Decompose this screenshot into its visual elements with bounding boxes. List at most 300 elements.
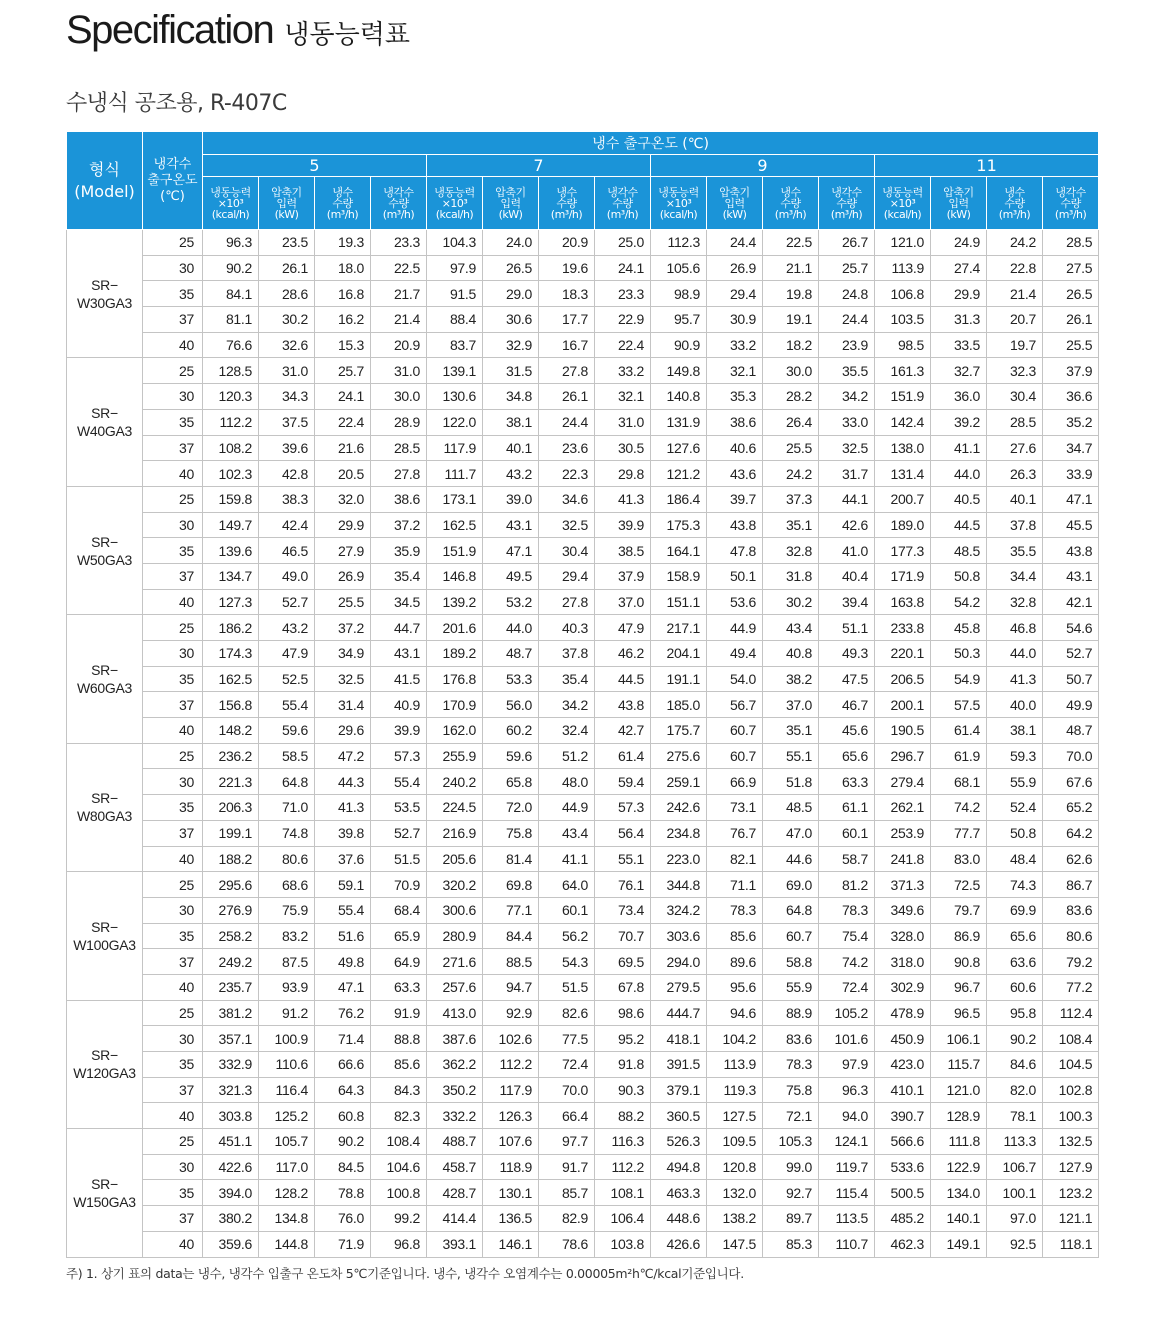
value-cell: 47.1 [483,538,539,564]
value-cell: 96.3 [819,1077,875,1103]
value-cell: 83.6 [1043,897,1099,923]
value-cell: 100.8 [371,1180,427,1206]
cooling-temp-cell: 30 [143,1154,203,1180]
model-name: W100GA3 [73,936,136,953]
value-cell: 451.1 [203,1129,259,1155]
value-cell: 24.0 [483,230,539,256]
value-cell: 71.4 [315,1026,371,1052]
cooling-temp-cell: 25 [143,1129,203,1155]
value-cell: 96.7 [931,974,987,1000]
value-cell: 47.9 [595,615,651,641]
value-cell: 25.5 [1043,332,1099,358]
value-cell: 132.0 [707,1180,763,1206]
value-cell: 68.6 [259,872,315,898]
value-cell: 83.2 [259,923,315,949]
value-cell: 25.0 [595,230,651,256]
value-cell: 46.2 [595,641,651,667]
header-sub-label: 수량 [780,196,801,210]
value-cell: 35.2 [1043,409,1099,435]
header-cooling-water-line2: 출구온도 [147,172,198,188]
model-name-cell [67,358,143,486]
model-name: W120GA3 [73,1065,136,1082]
value-cell: 128.2 [259,1180,315,1206]
value-cell: 45.6 [819,718,875,744]
value-cell: 27.8 [371,461,427,487]
value-cell: 22.5 [371,255,427,281]
value-cell: 69.9 [987,897,1043,923]
value-cell: 35.4 [539,666,595,692]
value-cell: 40.8 [763,641,819,667]
value-cell: 19.6 [539,255,595,281]
value-cell: 29.6 [315,718,371,744]
value-cell: 30.6 [483,307,539,333]
value-cell: 110.6 [259,1052,315,1078]
value-cell: 136.5 [483,1206,539,1232]
header-sub-label: 입력 [500,196,521,210]
value-cell: 37.0 [595,589,651,615]
value-cell: 147.5 [707,1231,763,1257]
value-cell: 31.0 [595,409,651,435]
value-cell: 84.6 [987,1052,1043,1078]
value-cell: 61.4 [595,743,651,769]
value-cell: 95.8 [987,1000,1043,1026]
table-header [67,132,1099,230]
value-cell: 28.5 [987,409,1043,435]
value-cell: 224.5 [427,795,483,821]
value-cell: 23.3 [371,230,427,256]
value-cell: 90.2 [315,1129,371,1155]
value-cell: 38.1 [483,409,539,435]
value-cell: 37.9 [595,563,651,589]
value-cell: 488.7 [427,1129,483,1155]
table-row [67,923,1099,949]
value-cell: 77.1 [483,897,539,923]
value-cell: 463.3 [651,1180,707,1206]
value-cell: 65.8 [483,769,539,795]
value-cell: 362.2 [427,1052,483,1078]
value-cell: 42.8 [259,461,315,487]
header-sub-label: (m³/h) [606,207,639,221]
value-cell: 45.5 [1043,512,1099,538]
value-cell: 16.7 [539,332,595,358]
value-cell: 134.8 [259,1206,315,1232]
value-cell: 74.2 [819,949,875,975]
value-cell: 79.2 [1043,949,1099,975]
value-cell: 241.8 [875,846,931,872]
header-sub-label: 압축기 [943,185,974,199]
value-cell: 33.5 [931,332,987,358]
value-cell: 40.9 [371,692,427,718]
header-sub-col [539,177,595,230]
value-cell: 390.7 [875,1103,931,1129]
value-cell: 257.6 [427,974,483,1000]
header-sub-label: 냉수 [780,185,801,199]
value-cell: 43.2 [483,461,539,487]
header-sub-col [763,177,819,230]
value-cell: 30.2 [763,589,819,615]
value-cell: 82.6 [539,1000,595,1026]
value-cell: 38.3 [259,486,315,512]
value-cell: 86.7 [1043,872,1099,898]
value-cell: 78.3 [819,897,875,923]
value-cell: 122.9 [931,1154,987,1180]
header-sub-label: (m³/h) [830,207,863,221]
value-cell: 418.1 [651,1026,707,1052]
value-cell: 43.4 [539,820,595,846]
value-cell: 126.3 [483,1103,539,1129]
value-cell: 119.7 [819,1154,875,1180]
value-cell: 74.3 [987,872,1043,898]
value-cell: 162.0 [427,718,483,744]
value-cell: 94.0 [819,1103,875,1129]
value-cell: 423.0 [875,1052,931,1078]
value-cell: 35.1 [763,512,819,538]
value-cell: 83.7 [427,332,483,358]
cooling-temp-cell: 37 [143,307,203,333]
value-cell: 279.4 [875,769,931,795]
value-cell: 37.6 [315,846,371,872]
value-cell: 78.6 [539,1231,595,1257]
value-cell: 32.8 [763,538,819,564]
value-cell: 128.5 [203,358,259,384]
value-cell: 99.0 [763,1154,819,1180]
table-row [67,332,1099,358]
value-cell: 104.5 [1043,1052,1099,1078]
value-cell: 98.5 [875,332,931,358]
cooling-temp-cell: 25 [143,1000,203,1026]
value-cell: 142.4 [875,409,931,435]
value-cell: 28.2 [763,384,819,410]
value-cell: 61.1 [819,795,875,821]
value-cell: 121.2 [651,461,707,487]
value-cell: 60.8 [315,1103,371,1129]
cooling-temp-cell: 37 [143,949,203,975]
value-cell: 500.5 [875,1180,931,1206]
value-cell: 34.6 [539,486,595,512]
model-name: SR− [91,662,118,679]
value-cell: 43.8 [707,512,763,538]
cooling-temp-cell: 37 [143,820,203,846]
header-sub-label: 입력 [276,196,297,210]
model-name-cell [67,743,143,871]
value-cell: 258.2 [203,923,259,949]
header-sub-label: (m³/h) [774,207,807,221]
value-cell: 24.4 [707,230,763,256]
cooling-temp-cell: 37 [143,563,203,589]
value-cell: 113.9 [707,1052,763,1078]
value-cell: 58.8 [763,949,819,975]
value-cell: 296.7 [875,743,931,769]
value-cell: 63.3 [371,974,427,1000]
header-sub-col [259,177,315,230]
value-cell: 35.5 [987,538,1043,564]
value-cell: 16.8 [315,281,371,307]
header-temp-11: 11 [875,155,1099,177]
value-cell: 38.6 [707,409,763,435]
value-cell: 72.0 [483,795,539,821]
value-cell: 51.5 [371,846,427,872]
value-cell: 86.9 [931,923,987,949]
header-sub-col [371,177,427,230]
value-cell: 50.7 [1043,666,1099,692]
value-cell: 148.2 [203,718,259,744]
cooling-temp-cell: 30 [143,512,203,538]
value-cell: 37.8 [539,641,595,667]
value-cell: 26.5 [483,255,539,281]
value-cell: 422.6 [203,1154,259,1180]
value-cell: 31.0 [371,358,427,384]
table-row [67,281,1099,307]
value-cell: 106.8 [875,281,931,307]
value-cell: 410.1 [875,1077,931,1103]
footnote: 주) 1. 상기 표의 data는 냉수, 냉각수 입출구 온도차 5℃기준입니다. 냉수, 냉각수 오염계수는 0.00005m²h℃/kcal기준입니다. [66,1266,744,1281]
value-cell: 34.2 [819,384,875,410]
value-cell: 24.2 [987,230,1043,256]
value-cell: 111.8 [931,1129,987,1155]
cooling-temp-cell: 40 [143,461,203,487]
value-cell: 56.4 [595,820,651,846]
value-cell: 566.6 [875,1129,931,1155]
value-cell: 55.1 [763,743,819,769]
value-cell: 344.8 [651,872,707,898]
value-cell: 69.0 [763,872,819,898]
value-cell: 303.8 [203,1103,259,1129]
value-cell: 130.6 [427,384,483,410]
value-cell: 51.6 [315,923,371,949]
cooling-temp-cell: 30 [143,641,203,667]
header-sub-col [1043,177,1099,230]
value-cell: 111.7 [427,461,483,487]
cooling-temp-cell: 35 [143,1180,203,1206]
value-cell: 97.9 [819,1052,875,1078]
cooling-temp-cell: 40 [143,332,203,358]
value-cell: 90.3 [595,1077,651,1103]
header-sub-label: (m³/h) [1054,207,1087,221]
value-cell: 23.5 [259,230,315,256]
value-cell: 321.3 [203,1077,259,1103]
value-cell: 85.3 [763,1231,819,1257]
table-row [67,255,1099,281]
value-cell: 318.0 [875,949,931,975]
value-cell: 24.1 [315,384,371,410]
value-cell: 25.5 [315,589,371,615]
value-cell: 44.0 [931,461,987,487]
header-sub-label: ×10³ [665,196,692,210]
value-cell: 20.7 [987,307,1043,333]
table-row [67,949,1099,975]
value-cell: 94.6 [707,1000,763,1026]
value-cell: 27.5 [1043,255,1099,281]
value-cell: 242.6 [651,795,707,821]
value-cell: 394.0 [203,1180,259,1206]
value-cell: 29.8 [595,461,651,487]
table-row [67,1129,1099,1155]
value-cell: 105.7 [259,1129,315,1155]
header-sub-row [67,177,1099,230]
value-cell: 67.8 [595,974,651,1000]
value-cell: 32.5 [315,666,371,692]
value-cell: 33.0 [819,409,875,435]
value-cell: 26.3 [987,461,1043,487]
value-cell: 41.1 [931,435,987,461]
cooling-temp-cell: 40 [143,1103,203,1129]
value-cell: 87.5 [259,949,315,975]
header-sub-col [931,177,987,230]
value-cell: 46.5 [259,538,315,564]
value-cell: 46.8 [987,615,1043,641]
value-cell: 121.0 [875,230,931,256]
value-cell: 175.7 [651,718,707,744]
value-cell: 38.5 [595,538,651,564]
value-cell: 23.9 [819,332,875,358]
value-cell: 32.7 [931,358,987,384]
value-cell: 41.0 [819,538,875,564]
value-cell: 24.8 [819,281,875,307]
value-cell: 349.6 [875,897,931,923]
value-cell: 85.6 [707,923,763,949]
value-cell: 200.1 [875,692,931,718]
value-cell: 39.6 [259,435,315,461]
value-cell: 90.9 [651,332,707,358]
value-cell: 93.9 [259,974,315,1000]
value-cell: 104.2 [707,1026,763,1052]
value-cell: 201.6 [427,615,483,641]
value-cell: 48.5 [763,795,819,821]
value-cell: 65.9 [371,923,427,949]
value-cell: 149.7 [203,512,259,538]
value-cell: 84.1 [203,281,259,307]
table-row [67,486,1099,512]
header-sub-label: ×10³ [441,196,468,210]
header-sub-label: 수량 [1004,196,1025,210]
header-sub-label: 냉수 [1004,185,1025,199]
value-cell: 84.5 [315,1154,371,1180]
value-cell: 52.7 [259,589,315,615]
value-cell: 95.7 [651,307,707,333]
value-cell: 106.4 [595,1206,651,1232]
value-cell: 249.2 [203,949,259,975]
value-cell: 29.4 [539,563,595,589]
value-cell: 199.1 [203,820,259,846]
value-cell: 31.0 [259,358,315,384]
value-cell: 57.3 [371,743,427,769]
value-cell: 84.3 [371,1077,427,1103]
value-cell: 26.4 [763,409,819,435]
value-cell: 217.1 [651,615,707,641]
header-sub-label: 냉각수 [607,185,638,199]
model-name: W30GA3 [77,294,132,311]
value-cell: 138.2 [707,1206,763,1232]
value-cell: 115.4 [819,1180,875,1206]
value-cell: 59.6 [259,718,315,744]
value-cell: 190.5 [875,718,931,744]
header-sub-label: 냉동능력 [210,185,251,199]
table-row [67,307,1099,333]
table-row [67,820,1099,846]
value-cell: 47.2 [315,743,371,769]
value-cell: 64.8 [259,769,315,795]
value-cell: 104.6 [371,1154,427,1180]
value-cell: 101.6 [819,1026,875,1052]
value-cell: 37.3 [763,486,819,512]
value-cell: 52.4 [987,795,1043,821]
value-cell: 119.3 [707,1077,763,1103]
value-cell: 47.0 [763,820,819,846]
value-cell: 53.5 [371,795,427,821]
header-sub-label: 수량 [612,196,633,210]
value-cell: 149.8 [651,358,707,384]
value-cell: 393.1 [427,1231,483,1257]
cooling-temp-cell: 35 [143,281,203,307]
value-cell: 91.5 [427,281,483,307]
cooling-temp-cell: 35 [143,409,203,435]
value-cell: 28.5 [371,435,427,461]
header-sub-col [819,177,875,230]
value-cell: 66.9 [707,769,763,795]
value-cell: 46.7 [819,692,875,718]
header-sub-label: 냉각수 [831,185,862,199]
value-cell: 124.1 [819,1129,875,1155]
value-cell: 56.2 [539,923,595,949]
value-cell: 59.6 [483,743,539,769]
value-cell: 24.4 [539,409,595,435]
header-sub-label: (kW) [722,207,747,221]
value-cell: 161.3 [875,358,931,384]
title-korean: 냉동능력표 [284,20,410,50]
value-cell: 302.9 [875,974,931,1000]
value-cell: 44.9 [539,795,595,821]
value-cell: 82.9 [539,1206,595,1232]
header-sub-label: ×10³ [217,196,244,210]
value-cell: 170.9 [427,692,483,718]
value-cell: 391.5 [651,1052,707,1078]
value-cell: 81.4 [483,846,539,872]
model-name: W60GA3 [77,680,132,697]
value-cell: 295.6 [203,872,259,898]
value-cell: 320.2 [427,872,483,898]
cooling-temp-cell: 40 [143,846,203,872]
header-sub-label: (kcal/h) [211,207,250,221]
table-row [67,358,1099,384]
value-cell: 189.0 [875,512,931,538]
table-row [67,1154,1099,1180]
value-cell: 30.4 [987,384,1043,410]
header-sub-label: 냉동능력 [882,185,923,199]
value-cell: 159.8 [203,486,259,512]
value-cell: 49.9 [1043,692,1099,718]
value-cell: 49.8 [315,949,371,975]
value-cell: 24.1 [595,255,651,281]
cooling-temp-cell: 37 [143,435,203,461]
value-cell: 55.4 [259,692,315,718]
value-cell: 34.2 [539,692,595,718]
header-temp-5: 5 [203,155,427,177]
value-cell: 60.1 [819,820,875,846]
value-cell: 66.4 [539,1103,595,1129]
value-cell: 357.1 [203,1026,259,1052]
value-cell: 92.7 [763,1180,819,1206]
value-cell: 381.2 [203,1000,259,1026]
header-cooling-water-line1: 냉각수 [153,156,192,172]
value-cell: 26.7 [819,230,875,256]
value-cell: 49.4 [707,641,763,667]
value-cell: 105.3 [763,1129,819,1155]
value-cell: 32.5 [819,435,875,461]
value-cell: 205.6 [427,846,483,872]
value-cell: 188.2 [203,846,259,872]
value-cell: 116.4 [259,1077,315,1103]
value-cell: 60.1 [539,897,595,923]
